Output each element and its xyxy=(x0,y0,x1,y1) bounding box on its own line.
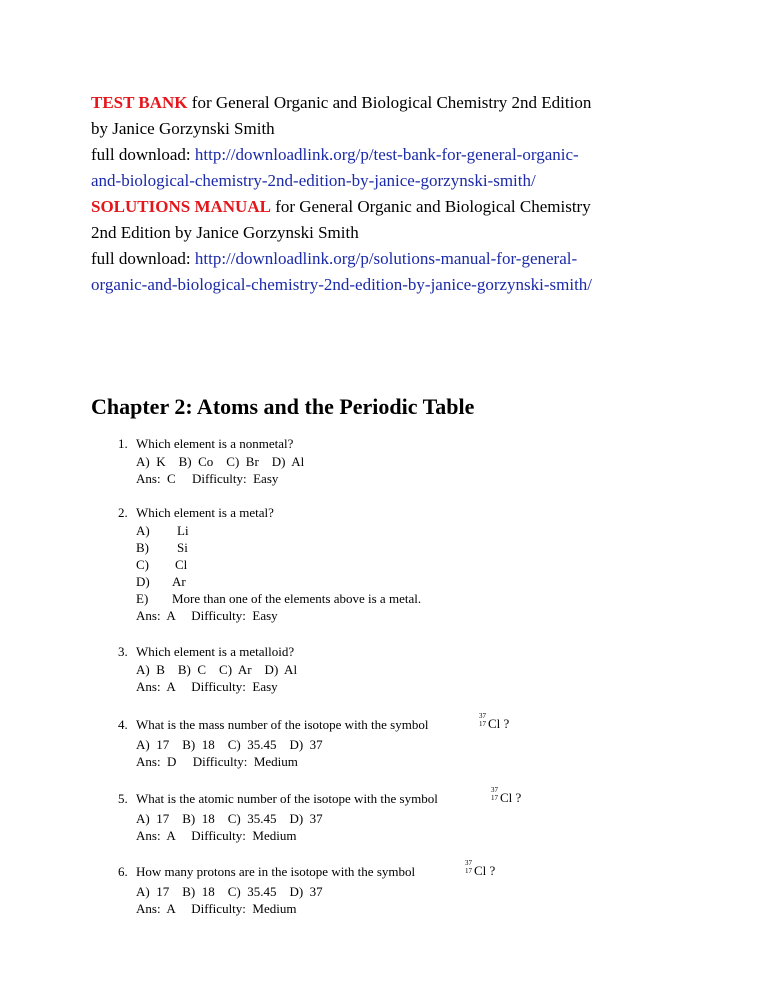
isotope-mass-number: 37 xyxy=(479,712,486,720)
option-text: More than one of the elements above is a metal. xyxy=(172,591,422,606)
question-number: 4. xyxy=(118,717,128,732)
solutions-link-part1[interactable]: http://downloadlink.org/p/solutions-manual-for-general- xyxy=(194,249,578,268)
option-text: Cl xyxy=(175,557,188,572)
answer-options: A) 17 B) 18 C) 35.45 D) 37 xyxy=(136,884,323,899)
option-text: Li xyxy=(177,523,189,538)
isotope-atomic-number: 17 xyxy=(491,794,498,802)
question-number: 3. xyxy=(118,644,128,659)
option-letter: A) xyxy=(136,523,150,538)
test-bank-label: TEST BANK xyxy=(91,93,188,112)
answer-options: A) 17 B) 18 C) 35.45 D) 37 xyxy=(136,811,323,826)
option-text: Ar xyxy=(172,574,186,589)
answer-key: Ans: A Difficulty: Medium xyxy=(136,901,297,916)
solutions-title: for General Organic and Biological Chemistry xyxy=(270,197,591,216)
question-stem: Which element is a metalloid? xyxy=(136,644,295,659)
test-bank-download-line xyxy=(91,142,691,168)
full-download-label: full download: xyxy=(91,145,195,164)
solutions-author-line xyxy=(91,220,691,246)
option-letter: E) xyxy=(136,591,149,606)
solutions-download-line xyxy=(91,246,691,272)
chapter-title: Chapter 2: Atoms and the Periodic Table xyxy=(91,394,475,419)
answer-options: A) B B) C C) Ar D) Al xyxy=(136,662,298,677)
question-number: 6. xyxy=(118,864,128,879)
answer-options: A) 17 B) 18 C) 35.45 D) 37 xyxy=(136,737,323,752)
question-number: 1. xyxy=(118,436,128,451)
test-bank-download-line-2 xyxy=(91,168,691,194)
option-letter: C) xyxy=(136,557,149,572)
solutions-download-line-2 xyxy=(91,272,691,298)
solutions-line xyxy=(91,194,691,220)
answer-key: Ans: A Difficulty: Easy xyxy=(136,608,278,623)
isotope-atomic-number: 17 xyxy=(465,867,472,875)
answer-key: Ans: A Difficulty: Medium xyxy=(136,828,297,843)
isotope-element: Cl ? xyxy=(500,790,522,805)
solutions-author: 2nd Edition by Janice Gorzynski Smith xyxy=(91,223,359,242)
header-block xyxy=(91,90,691,298)
isotope-element: Cl ? xyxy=(474,863,496,878)
test-bank-link-part2[interactable]: and-biological-chemistry-2nd-edition-by-janice-gorzynski-smith/ xyxy=(91,171,536,190)
test-bank-line xyxy=(91,90,691,116)
test-bank-link-part1[interactable]: http://downloadlink.org/p/test-bank-for-general-organic- xyxy=(194,145,579,164)
answer-key: Ans: C Difficulty: Easy xyxy=(136,471,279,486)
question-stem: How many protons are in the isotope with the symbol xyxy=(136,864,416,879)
question-number: 5. xyxy=(118,791,128,806)
isotope-mass-number: 37 xyxy=(491,786,498,794)
test-bank-author: by Janice Gorzynski Smith xyxy=(91,119,275,138)
answer-key: Ans: A Difficulty: Easy xyxy=(136,679,278,694)
answer-options: A) K B) Co C) Br D) Al xyxy=(136,454,305,469)
isotope-element: Cl ? xyxy=(488,716,510,731)
test-bank-title: for General Organic and Biological Chemistry 2nd Edition xyxy=(187,93,592,112)
question-number: 2. xyxy=(118,505,128,520)
option-letter: B) xyxy=(136,540,149,555)
solutions-label: SOLUTIONS MANUAL xyxy=(91,197,271,216)
solutions-link-part2[interactable]: organic-and-biological-chemistry-2nd-edition-by-janice-gorzynski-smith/ xyxy=(91,275,593,294)
question-stem: Which element is a metal? xyxy=(136,505,274,520)
question-stem: Which element is a nonmetal? xyxy=(136,436,294,451)
question-stem: What is the mass number of the isotope with the symbol xyxy=(136,717,429,732)
question-stem: What is the atomic number of the isotope with the symbol xyxy=(136,791,438,806)
answer-key: Ans: D Difficulty: Medium xyxy=(136,754,298,769)
full-download-label: full download: xyxy=(91,249,195,268)
option-letter: D) xyxy=(136,574,150,589)
isotope-atomic-number: 17 xyxy=(479,720,486,728)
isotope-mass-number: 37 xyxy=(465,859,472,867)
option-text: Si xyxy=(177,540,188,555)
test-bank-author-line xyxy=(91,116,691,142)
